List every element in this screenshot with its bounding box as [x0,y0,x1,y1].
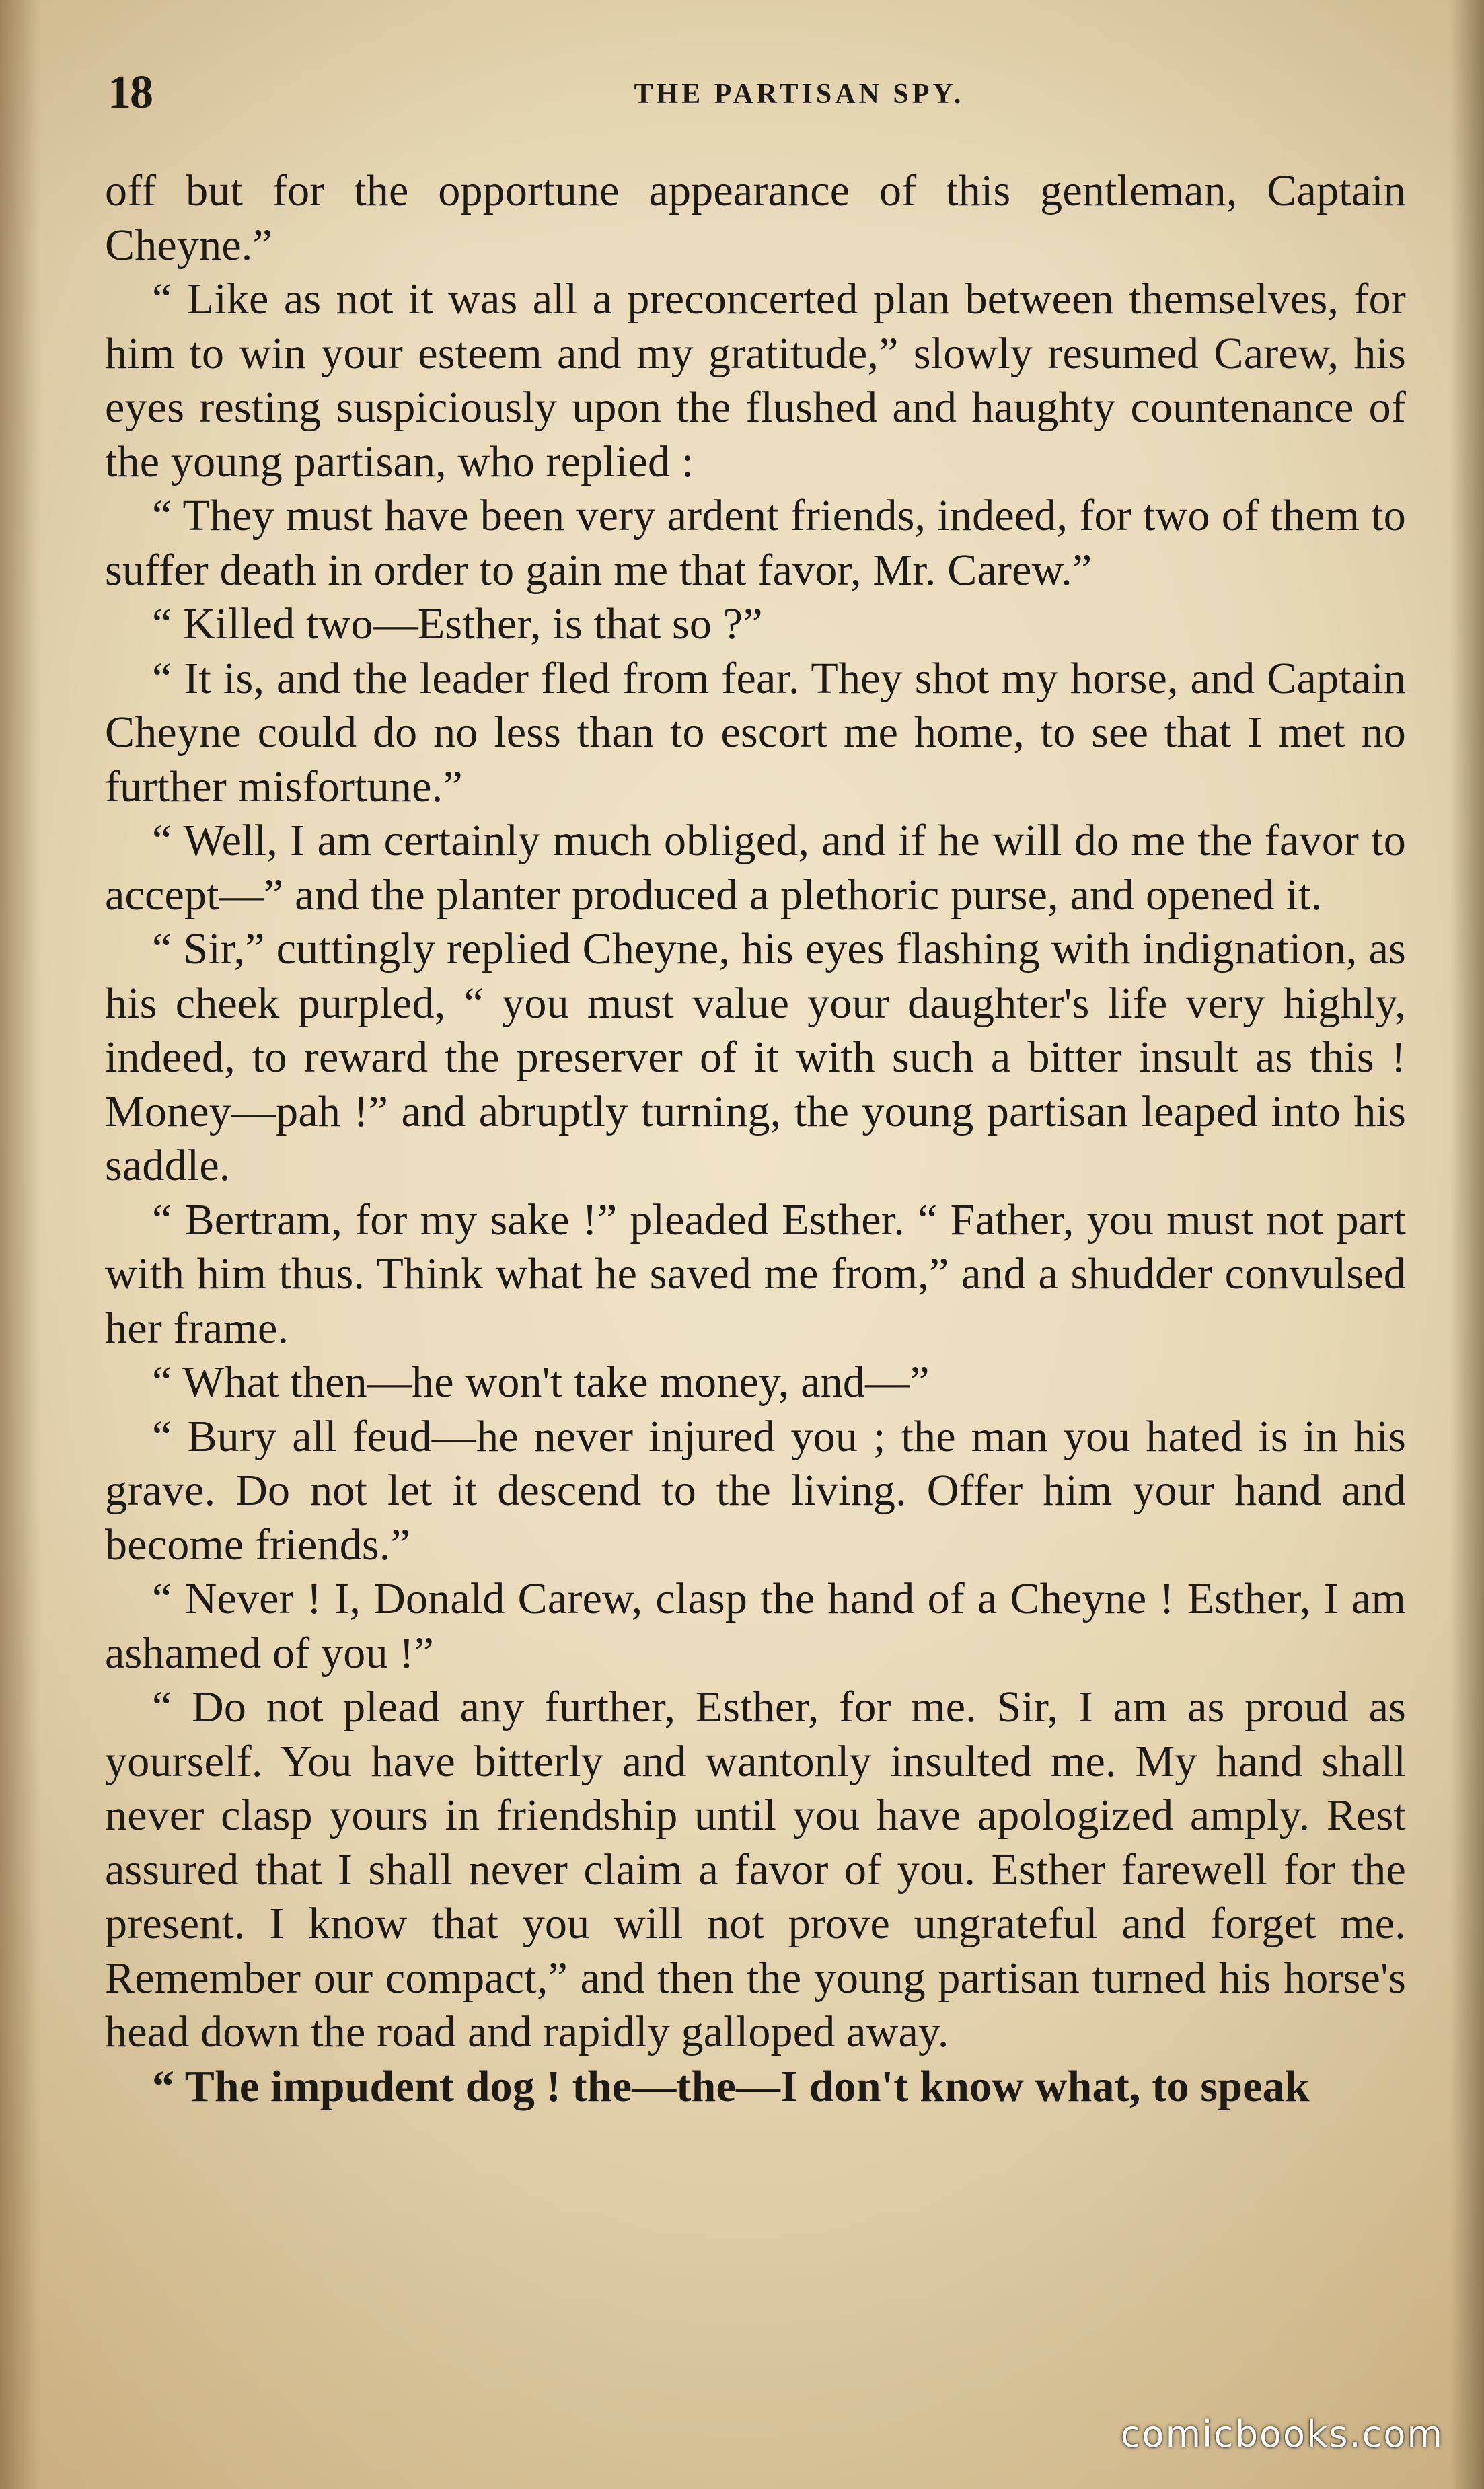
running-title: THE PARTISAN SPY. [634,79,965,110]
paragraph: “ Sir,” cuttingly replied Cheyne, his eyes flashing with indignation, as his cheek purpled, “ you must value your daughter's life very highly, indeed, to reward the preserver of it with such a bitter insult as this ! Money—pah !” and abruptly turning, the young partisan leaped into his saddle. [105,924,1406,1190]
watermark: comicbooks.com [1120,2413,1444,2455]
paragraph: “ They must have been very ardent friends, indeed, for two of them to suffer death in order to gain me that favor, Mr. Carew.” [105,491,1406,595]
paragraph: “ What then—he won't take money, and—” [152,1358,930,1407]
body-text [105,164,1406,2114]
paragraph: “ It is, and the leader fled from fear. They shot my horse, and Captain Cheyne could do no less than to escort me home, to see that I met no further misfortune.” [105,653,1406,811]
paragraph: “ Bertram, for my sake !” pleaded Esther. “ Father, you must not part with him thus. Think what he saved me from,” and a shudder convulsed her frame. [105,1195,1406,1353]
page-number: 18 [108,67,152,118]
paragraph: “ The impudent dog ! the—the—I don't know what, to speak [152,2061,1310,2111]
page-header [101,66,1403,120]
paragraph: “ Killed two—Esther, is that so ?” [152,599,763,648]
paragraph: “ Like as not it was all a preconcerted plan between themselves, for him to win your esteem and my gratitude,” slowly resumed Carew, his eyes resting suspiciously upon the flushed and haughty countenance of the young partisan, who replied : [105,274,1406,486]
paragraph: “ Bury all feud—he never injured you ; the man you hated is in his grave. Do not let it descend to the living. Offer him your hand and become friends.” [105,1411,1406,1569]
paragraph: “ Do not plead any further, Esther, for me. Sir, I am as proud as yourself. You have bitterly and wantonly insulted me. My hand shall never clasp yours in friendship until you have apologized amply. Rest assured that I shall never claim a favor of you. Esther farewell for the present. I know that you will not prove ungrateful and forget me. Remember our compact,” and then the young partisan turned his horse's head down the road and rapidly galloped away. [105,1682,1406,2056]
paragraph: “ Never ! I, Donald Carew, clasp the hand of a Cheyne ! Esther, I am ashamed of you !” [105,1574,1406,1678]
paragraph: off but for the opportune appearance of this gentleman, Captain Cheyne.” [105,166,1406,270]
paragraph: “ Well, I am certainly much obliged, and if he will do me the favor to accept—” and the planter produced a plethoric purse, and opened it. [105,816,1406,920]
